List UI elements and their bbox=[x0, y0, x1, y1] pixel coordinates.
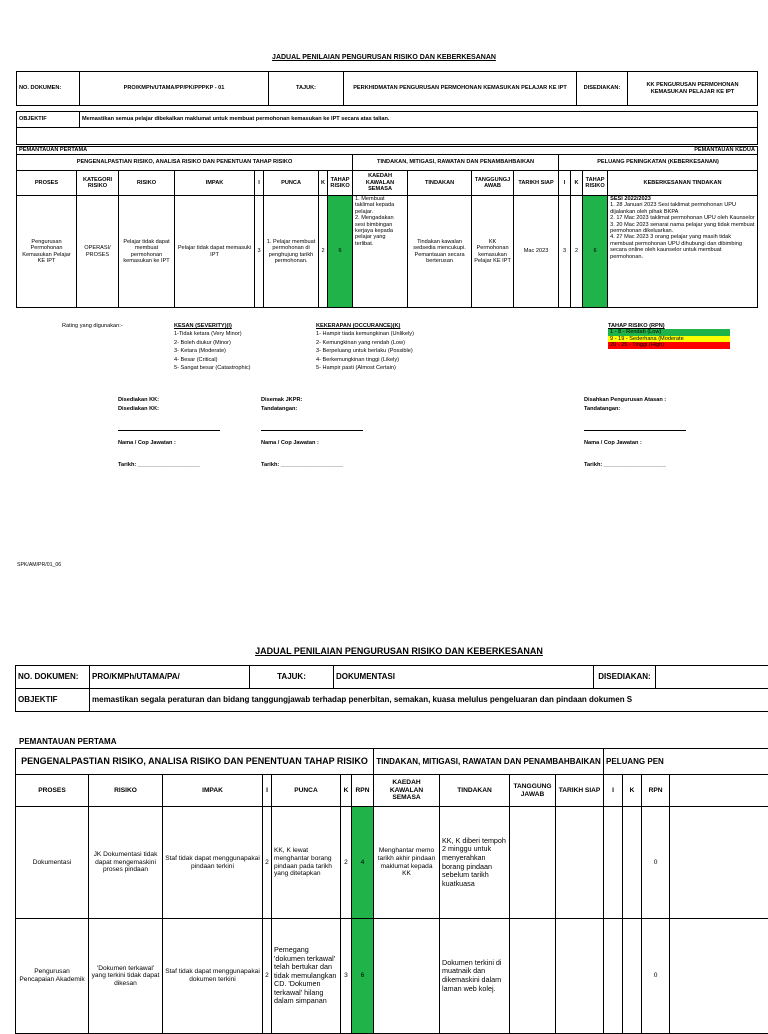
s2-r2-i2 bbox=[604, 919, 623, 1034]
s2-no-dokumen-label: NO. DOKUMEN: bbox=[16, 666, 90, 689]
col-punca: PUNCA bbox=[264, 171, 319, 196]
sheet1-header-table bbox=[16, 71, 758, 106]
sheet2-title: JADUAL PENILAIAN PENGURUSAN RISIKO DAN KEBERKESANAN bbox=[0, 646, 768, 656]
s2-r1-rpn: 4 bbox=[352, 807, 374, 919]
objektif-value: Memastikan semua pelajar dibekalkan maklumat untuk membuat permohonan kemasukan ke IPT secara atas talian. bbox=[80, 112, 758, 128]
s2-col-k2: K bbox=[623, 775, 642, 807]
s2-section-peluang: PELUANG PEN bbox=[604, 749, 768, 775]
sheet1-title: JADUAL PENILAIAN PENGURUSAN RISIKO DAN KEBERKESANAN bbox=[0, 53, 768, 62]
pemantauan-pertama-label: PEMANTAUAN PERTAMA bbox=[17, 147, 255, 155]
s2-pemantauan-pertama: PEMANTAUAN PERTAMA bbox=[19, 737, 116, 746]
footer-code: SPK/AM/PR/01_06 bbox=[17, 562, 61, 568]
kesan-item: 2- Boleh diukur (Minor) bbox=[174, 340, 304, 346]
s2-objektif-value: memastikan segala peraturan dan bidang tanggungjawab terhadap penerbitan, semakan, kuasa melulus pengeluaran dan pindaan dokumen S bbox=[90, 689, 768, 712]
s2-section-pengenalpastian: PENGENALPASTIAN RISIKO, ANALISA RISIKO DAN PENENTUAN TAHAP RISIKO bbox=[16, 749, 374, 775]
row-tanggungjawab: KK Permohonan kemasukan Pelajar KE IPT bbox=[472, 196, 514, 308]
s2-col-k: K bbox=[341, 775, 352, 807]
sign-disahkan: Disahkan Pengurusan Atasan : bbox=[584, 397, 724, 403]
kesan-item: 3- Ketara (Moderate) bbox=[174, 348, 304, 354]
sign-tandatangan: Tandatangan: bbox=[584, 406, 724, 412]
kekerapan-legend bbox=[316, 323, 496, 371]
s2-col-proses: PROSES bbox=[16, 775, 89, 807]
s2-col-risiko: RISIKO bbox=[89, 775, 163, 807]
kekerapan-item: 3- Berpeluang untuk berlaku (Possible) bbox=[316, 348, 496, 354]
col-tanggungjawab: TANGGUNGJAWAB bbox=[472, 171, 514, 196]
tajuk-value: PERKHIDMATAN PENGURUSAN PERMOHONAN KEMASUKAN PELAJAR KE IPT bbox=[344, 72, 577, 106]
section-tindakan: TINDAKAN, MITIGASI, RAWATAN DAN PENAMBAHBAIKAN bbox=[353, 155, 559, 171]
table-row bbox=[16, 919, 768, 1034]
s2-col-rpn: RPN bbox=[352, 775, 374, 807]
kekerapan-item: 1- Hampir tiada kemungkinan (Unlikely) bbox=[316, 331, 496, 337]
kekerapan-item: 5- Hampir pasti (Almost Certain) bbox=[316, 365, 496, 371]
kekerapan-item: 4- Berkemungkinan tinggi (Likely) bbox=[316, 357, 496, 363]
col-i: I bbox=[255, 171, 264, 196]
sign-col-3 bbox=[584, 397, 724, 469]
sheet2-risk-table bbox=[15, 748, 768, 1034]
rating-label: Rating yang digunakan:- bbox=[62, 323, 123, 329]
disediakan-value: KK PENGURUSAN PERMOHONAN KEMASUKAN PELAJAR KE IPT bbox=[628, 72, 758, 106]
sign-line bbox=[118, 430, 220, 431]
s2-r2-proses: Pengurusan Pencapaian Akademik bbox=[16, 919, 89, 1034]
s2-col-i: I bbox=[263, 775, 272, 807]
s2-tajuk-label: TAJUK: bbox=[250, 666, 334, 689]
s2-col-impak: IMPAK bbox=[163, 775, 263, 807]
s2-r2-k2 bbox=[623, 919, 642, 1034]
s2-col-tanggungjawab: TANGGUNGJAWAB bbox=[510, 775, 556, 807]
s2-disediakan-label: DISEDIAKAN: bbox=[594, 666, 656, 689]
row-kategori: OPERASI/ PROSES bbox=[77, 196, 119, 308]
s2-r2-tanggungjawab bbox=[510, 919, 556, 1034]
sheet2-header-table bbox=[15, 665, 768, 712]
s2-r1-k: 2 bbox=[341, 807, 352, 919]
s2-tajuk-value: DOKUMENTASI bbox=[334, 666, 594, 689]
sign-nama: Nama / Cop Jawatan : bbox=[261, 440, 391, 446]
col-i2: I bbox=[559, 171, 571, 196]
s2-r1-kaedah: Menghantar memo tarikh akhir pindaan maklumat kepada KK bbox=[374, 807, 440, 919]
row-punca: 1. Pelajar membuat permohonan di penghujung tarikh permohonan. bbox=[264, 196, 319, 308]
row-k: 2 bbox=[319, 196, 328, 308]
s2-r2-rpn: 6 bbox=[352, 919, 374, 1034]
disediakan-label: DISEDIAKAN: bbox=[577, 72, 628, 106]
s2-objektif-label: OBJEKTIF bbox=[16, 689, 90, 712]
s2-section-tindakan: TINDAKAN, MITIGASI, RAWATAN DAN PENAMBAHBAIKAN bbox=[374, 749, 604, 775]
blank-row bbox=[17, 128, 758, 145]
row-i: 3 bbox=[255, 196, 264, 308]
row-tindakan: Tindakan kawalan sedsedia mencukupi. Pemantauan secara berterusan bbox=[408, 196, 472, 308]
s2-r1-impak: Staf tidak dapat menggunapakai pindaan terkini bbox=[163, 807, 263, 919]
sign-nama: Nama / Cop Jawatan : bbox=[118, 440, 248, 446]
table-row bbox=[16, 807, 768, 919]
tahap-legend-low: 1 - 8 - Rendah (Low) bbox=[608, 329, 730, 335]
sign-tarikh: Tarikh: ____________________ bbox=[118, 462, 248, 468]
s2-r2-kaedah bbox=[374, 919, 440, 1034]
s2-r2-rpn2: 0 bbox=[642, 919, 670, 1034]
s2-r2-tarikh bbox=[556, 919, 604, 1034]
kesan-item: 5- Sangat besar (Catastrophic) bbox=[174, 365, 304, 371]
pemantauan-kedua-label: PEMANTAUAN KEDUA bbox=[608, 147, 758, 155]
keberkesanan-heading: SESI 2022/2023 bbox=[610, 196, 755, 202]
col-proses: PROSES bbox=[17, 171, 77, 196]
sign-nama: Nama / Cop Jawatan : bbox=[584, 440, 724, 446]
col-k2: K bbox=[571, 171, 583, 196]
sheet1-objektif-table bbox=[16, 111, 758, 145]
s2-col-tindakan: TINDAKAN bbox=[440, 775, 510, 807]
s2-r1-tarikh bbox=[556, 807, 604, 919]
s2-r2-impak: Staf tidak dapat menggunapakai dokumen terkini bbox=[163, 919, 263, 1034]
row-keberkesanan bbox=[608, 196, 758, 308]
row-risiko: Pelajar tidak dapat membuat permohonan kemasukan ke IPT bbox=[119, 196, 175, 308]
s2-r1-proses: Dokumentasi bbox=[16, 807, 89, 919]
col-impak: IMPAK bbox=[175, 171, 255, 196]
col-tahap2: TAHAP RISIKO bbox=[583, 171, 608, 196]
col-kategori: KATEGORI RISIKO bbox=[77, 171, 119, 196]
row-tahap2: 6 bbox=[583, 196, 608, 308]
row-tahap: 6 bbox=[328, 196, 353, 308]
tahap-legend-high: 20 - 25 - Tinggi (High) bbox=[608, 342, 730, 348]
sheet1-risk-table bbox=[16, 146, 758, 308]
s2-r1-tindakan: KK, K diberi tempoh 2 minggu untuk menyerahkan borang pindaan sebelum tarikh kuatkuasa bbox=[440, 807, 510, 919]
col-kaedah: KAEDAH KAWALAN SEMASA bbox=[353, 171, 408, 196]
sign-disemak: Disemak JKPR: bbox=[261, 397, 391, 403]
s2-col-punca: PUNCA bbox=[272, 775, 341, 807]
sign-col-1 bbox=[118, 397, 248, 469]
sign-col-2 bbox=[261, 397, 391, 469]
s2-r1-punca: KK, K lewat menghantar borang pindaan pada tarikh yang ditetapkan bbox=[272, 807, 341, 919]
section-pengenalpastian: PENGENALPASTIAN RISIKO, ANALISA RISIKO DAN PENENTUAN TAHAP RISIKO bbox=[17, 155, 353, 171]
s2-no-dokumen-value: PRO/KMPh/UTAMA/PA/ bbox=[90, 666, 250, 689]
s2-r2-i: 2 bbox=[263, 919, 272, 1034]
row-tarikh: Mac 2023 bbox=[514, 196, 559, 308]
s2-r2-risiko: 'Dokumen terkawal' yang terkini tidak dapat dikesan bbox=[89, 919, 163, 1034]
s2-r2-tindakan: Dokumen terkini di muatnaik dan dikemaskini dalam laman web kolej. bbox=[440, 919, 510, 1034]
s2-col-rpn2: RPN bbox=[642, 775, 670, 807]
sign-tarikh: Tarikh: ____________________ bbox=[584, 462, 724, 468]
s2-r1-i: 2 bbox=[263, 807, 272, 919]
col-tahap: TAHAP RISIKO bbox=[328, 171, 353, 196]
objektif-label: OBJEKTIF bbox=[17, 112, 80, 128]
sign-line bbox=[261, 430, 363, 431]
kesan-title: KESAN (SEVERITY)(I) bbox=[174, 323, 304, 329]
s2-r2-k: 3 bbox=[341, 919, 352, 1034]
kekerapan-title: KEKERAPAN (OCCURANCE)(K) bbox=[316, 323, 496, 329]
s2-col-tarikh: TARIKH SIAP bbox=[556, 775, 604, 807]
kesan-item: 1-Tidak ketara (Very Minor) bbox=[174, 331, 304, 337]
col-k: K bbox=[319, 171, 328, 196]
no-dokumen-label: NO. DOKUMEN: bbox=[17, 72, 80, 106]
tahap-legend bbox=[608, 323, 730, 349]
keberkesanan-text: 1. 28 Januari 2023 Sesi taklimat permohonan UPU dijalankan oleh pihak BKPA 2. 17 Mac 2023 taklimat permohonan UPU oleh Kaunselor 3. 20 Mac 2023 senarai nama pelajar yang tidak membuat permohonan dikeluarkan. 4. 27 Mac 2023 3 orang pelajar yang masih tidak membuat permohonan UPU dihubungi dan dibimbing secara online oleh kaunselor untuk membuat permohonan. bbox=[610, 202, 755, 260]
s2-col-i2: I bbox=[604, 775, 623, 807]
s2-r1-k2 bbox=[623, 807, 642, 919]
s2-col-kaedah: KAEDAH KAWALAN SEMASA bbox=[374, 775, 440, 807]
row-proses: Pengurusan Permohonan Kemasukan Pelajar KE IPT bbox=[17, 196, 77, 308]
sign-disediakan-1: Disediakan KK: bbox=[118, 397, 248, 403]
no-dokumen-value: PRO/KMPh/UTAMA/PP/PK/PPPKP - 01 bbox=[80, 72, 269, 106]
sign-tarikh: Tarikh: ____________________ bbox=[261, 462, 391, 468]
col-risiko: RISIKO bbox=[119, 171, 175, 196]
sign-tandatangan: Tandatangan: bbox=[261, 406, 391, 412]
kekerapan-item: 2- Kemungkinan yang rendah (Low) bbox=[316, 340, 496, 346]
s2-r1-risiko: JK Dokumentasi tidak dapat mengemaskini proses pindaan bbox=[89, 807, 163, 919]
col-tarikh: TARIKH SIAP bbox=[514, 171, 559, 196]
sign-line bbox=[584, 430, 686, 431]
row-kaedah: 1. Membuat taklimat kepada pelajar. 2. Mengadakan sesi bimbingan kerjaya kepada pelajar yang terlibat. bbox=[353, 196, 408, 308]
row-i2: 3 bbox=[559, 196, 571, 308]
s2-r1-tanggungjawab bbox=[510, 807, 556, 919]
tahap-legend-title: TAHAP RISIKO (RPN) bbox=[608, 323, 730, 329]
col-keberkesanan: KEBERKESANAN TINDAKAN bbox=[608, 171, 758, 196]
kesan-item: 4- Besar (Critical) bbox=[174, 357, 304, 363]
sign-disediakan-2: Disediakan KK: bbox=[118, 406, 248, 412]
tahap-legend-moderate: 9 - 19 - Sederhana (Moderate bbox=[608, 336, 730, 342]
row-impak: Pelajar tidak dapat memasuki IPT bbox=[175, 196, 255, 308]
kesan-legend bbox=[174, 323, 304, 371]
s2-r1-i2 bbox=[604, 807, 623, 919]
s2-r2-punca: Pemegang 'dokumen terkawal' telah bertukar dan tidak memulangkan CD. 'Dokumen terkawal' hilang dalam simpanan bbox=[272, 919, 341, 1034]
s2-r1-rpn2: 0 bbox=[642, 807, 670, 919]
row-k2: 2 bbox=[571, 196, 583, 308]
section-peluang: PELUANG PENINGKATAN (KEBERKESANAN) bbox=[559, 155, 758, 171]
col-tindakan: TINDAKAN bbox=[408, 171, 472, 196]
s2-disediakan-value bbox=[656, 666, 768, 689]
tajuk-label: TAJUK: bbox=[269, 72, 344, 106]
